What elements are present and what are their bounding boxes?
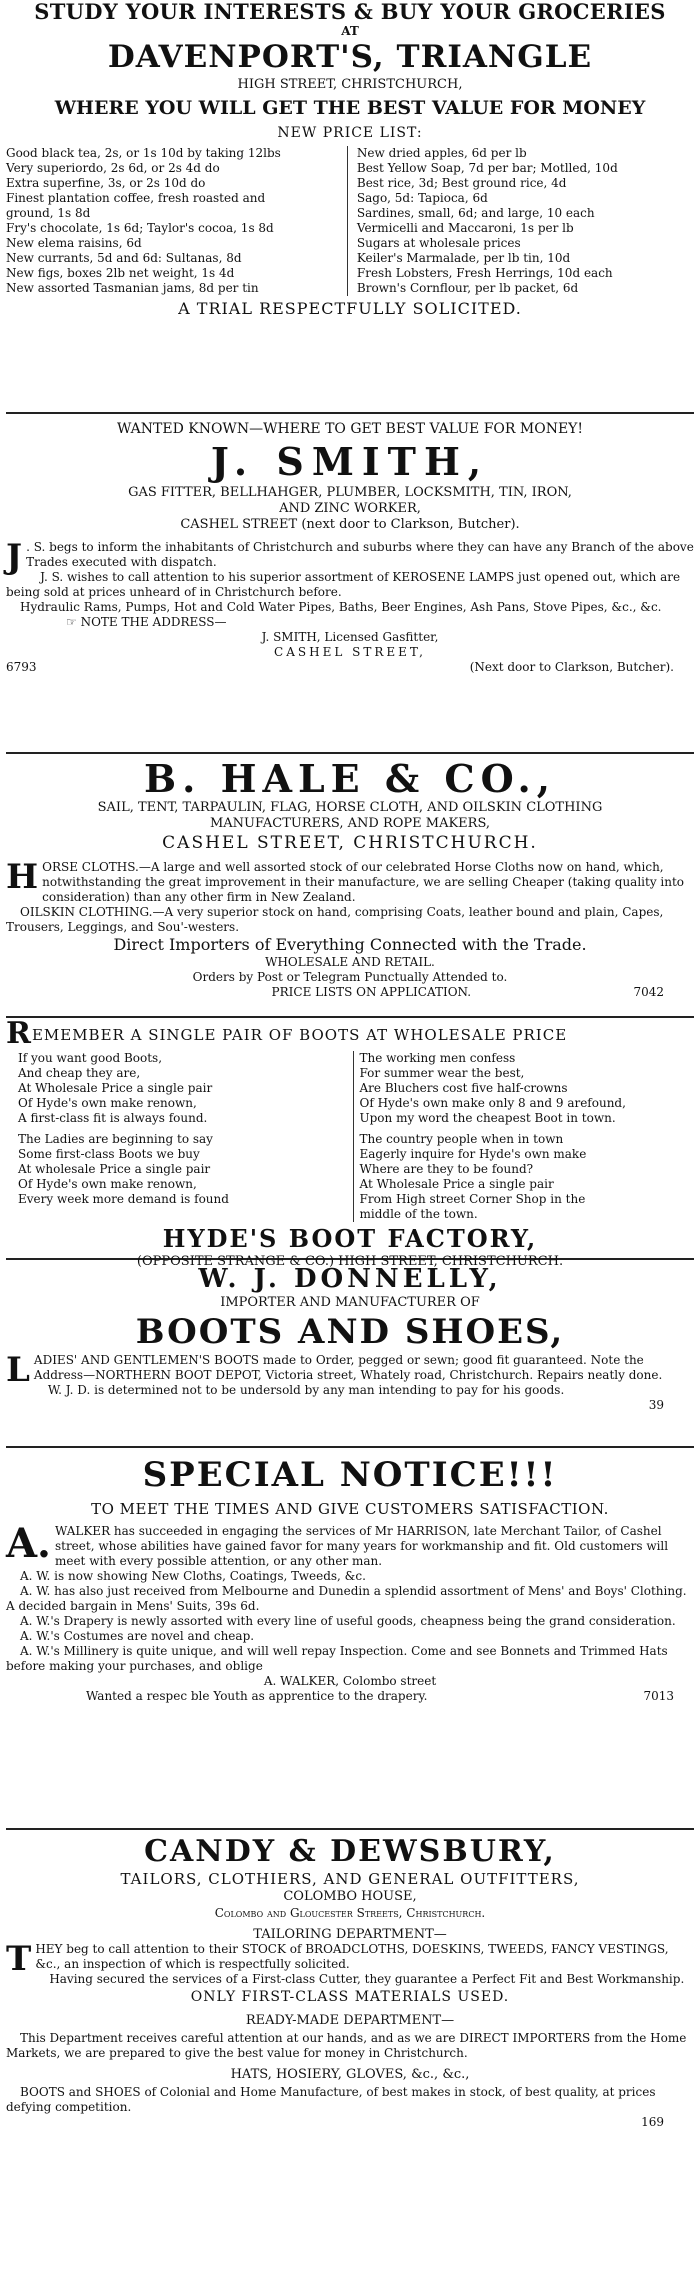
- price-item-line: Very superiordo, 2s 6d, or 2s 4d do: [6, 161, 220, 175]
- smith-body: [6, 537, 694, 675]
- price-item-line: ground, 1s 8d: [6, 206, 91, 220]
- davenport-name: DAVENPORT'S, TRIANGLE: [107, 39, 593, 75]
- walker-ref: 7013: [643, 1689, 674, 1703]
- donnelly-name: W. J. DONNELLY,: [198, 1264, 502, 1294]
- hyde-left-verse-1: [18, 1051, 353, 1126]
- price-list-left: [6, 146, 348, 296]
- divider: [6, 1016, 694, 1018]
- hale-price-lists: PRICE LISTS ON APPLICATION.: [271, 985, 472, 999]
- hale-body: [6, 857, 694, 1000]
- drop-cap-j: J: [6, 537, 23, 577]
- price-item-line: Sardines, small, 6d; and large, 10 each: [356, 206, 595, 220]
- price-item-line: Fry's chocolate, 1s 6d; Taylor's cocoa, 1s 8d: [6, 221, 274, 235]
- walker-p1: WALKER has succeeded in engaging the services of Mr HARRISON, late Merchant Tailor, of Cashel street, whose abilities have gained favor for many years for workmanship and fit. Old customers will meet with every possible attention, or any other man.: [54, 1524, 669, 1568]
- divider: [6, 1446, 694, 1448]
- verse-line: And cheap they are,: [18, 1066, 141, 1080]
- divider: [6, 412, 694, 414]
- davenport-footer: A TRIAL RESPECTFULLY SOLICITED.: [178, 299, 522, 318]
- walker-p5: A. W.'s Costumes are novel and cheap.: [20, 1629, 255, 1643]
- walker-meet: TO MEET THE TIMES AND GIVE CUSTOMERS SATISFACTION.: [91, 1500, 609, 1518]
- price-item-line: Fresh Lobsters, Fresh Herrings, 10d each: [356, 266, 613, 280]
- walker-p3: A. W. has also just received from Melbourne and Dunedin a splendid assortment of Mens' and Boys' Clothing. A decided bargain in Mens' Suits, 39s 6d.: [6, 1584, 687, 1613]
- donnelly-ref: 39: [648, 1398, 664, 1412]
- price-item-line: New elema raisins, 6d: [6, 236, 142, 250]
- hale-direct: Direct Importers of Everything Connected with the Trade.: [113, 935, 587, 954]
- verse-line: middle of the town.: [359, 1207, 478, 1221]
- price-item-line: Extra superfine, 3s, or 2s 10d do: [6, 176, 206, 190]
- walker-body: [6, 1520, 694, 1704]
- candy-ref: 169: [641, 2115, 664, 2129]
- verse-line: From High street Corner Shop in the: [359, 1192, 586, 1206]
- hale-pricelist-row: [6, 985, 694, 1000]
- drop-cap-h: H: [6, 857, 39, 897]
- smith-sig3: (Next door to Clarkson, Butcher).: [469, 660, 674, 674]
- hyde-left-column: [6, 1051, 354, 1222]
- donnelly-big: BOOTS AND SHOES,: [135, 1312, 565, 1352]
- candy-house: COLOMBO HOUSE,: [283, 1889, 417, 1904]
- candy-ready: READY-MADE DEPARTMENT—: [245, 2013, 455, 2028]
- candy-hats: HATS, HOSIERY, GLOVES, &c., &c.,: [230, 2067, 470, 2082]
- smith-p3: Hydraulic Rams, Pumps, Hot and Cold Water Pipes, Baths, Beer Engines, Ash Pans, Stove Pipes, &c., &c.: [20, 600, 662, 614]
- verse-line: If you want good Boots,: [18, 1051, 163, 1065]
- hale-ad: [6, 758, 694, 1012]
- verse-line: The country people when in town: [359, 1132, 564, 1146]
- hale-name: B. HALE & CO.,: [144, 756, 556, 801]
- hyde-factory: HYDE'S BOOT FACTORY,: [162, 1224, 538, 1253]
- divider: [6, 1828, 694, 1830]
- smith-ad: [6, 418, 694, 748]
- walker-p2: A. W. is now showing New Cloths, Coatings, Tweeds, &c.: [20, 1569, 366, 1583]
- verse-line: At Wholesale Price a single pair: [359, 1177, 554, 1191]
- price-item-line: New currants, 5d and 6d: Sultanas, 8d: [6, 251, 242, 265]
- walker-p4: A. W.'s Drapery is newly assorted with every line of useful goods, cheapness being the grand consideration.: [20, 1614, 676, 1628]
- davenport-at: AT: [341, 24, 359, 38]
- donnelly-line: IMPORTER AND MANUFACTURER OF: [220, 1295, 480, 1310]
- price-item-line: Best rice, 3d; Best ground rice, 4d: [356, 176, 567, 190]
- drop-cap-a: A.: [6, 1520, 51, 1567]
- davenport-address: HIGH STREET, CHRISTCHURCH,: [237, 77, 463, 92]
- verse-line: A first-class fit is always found.: [18, 1111, 208, 1125]
- candy-p3: This Department receives careful attention at our hands, and as we are DIRECT IMPORTERS from the Home Markets, we are prepared to give the best value for money in Christchurch.: [6, 2031, 687, 2060]
- smith-p1: . S. begs to inform the inhabitants of Christchurch and suburbs where they can have any Branch of the above Trades executed with dispatch.: [26, 540, 694, 569]
- price-item-line: Sugars at wholesale prices: [356, 236, 521, 250]
- donnelly-p2: W. J. D. is determined not to be undersold by any man intending to pay for his goods.: [47, 1383, 565, 1397]
- donnelly-body: [6, 1350, 694, 1413]
- drop-cap-t: T: [6, 1939, 32, 1979]
- price-list-title: NEW PRICE LIST:: [277, 125, 423, 141]
- candy-p2: Having secured the services of a First-class Cutter, they guarantee a Perfect Fit and Best Workmanship.: [49, 1972, 685, 1986]
- hale-line1: SAIL, TENT, TARPAULIN, FLAG, HORSE CLOTH, AND OILSKIN CLOTHING: [97, 800, 603, 815]
- candy-ad: [6, 1834, 694, 2274]
- hyde-headline: [6, 1016, 694, 1051]
- davenport-slogan: WHERE YOU WILL GET THE BEST VALUE FOR MONEY: [54, 97, 646, 119]
- smith-p2: J. S. wishes to call attention to his superior assortment of KEROSENE LAMPS just opened out, which are being sold at prices unheard of in Christchurch before.: [6, 570, 681, 599]
- verse-line: Where are they to be found?: [359, 1162, 534, 1176]
- davenport-headline: STUDY YOUR INTERESTS & BUY YOUR GROCERIES: [34, 0, 666, 24]
- price-item-line: Best Yellow Soap, 7d per bar; Motlled, 10d: [356, 161, 618, 175]
- donnelly-ad: [6, 1264, 694, 1442]
- smith-sig1: J. SMITH, Licensed Gasfitter,: [261, 630, 439, 644]
- verse-line: Every week more demand is found: [18, 1192, 229, 1206]
- candy-tailoring: TAILORING DEPARTMENT—: [253, 1927, 447, 1942]
- verse-line: Of Hyde's own make renown,: [18, 1177, 197, 1191]
- smith-trades: GAS FITTER, BELLHAHGER, PLUMBER, LOCKSMITH, TIN, IRON,: [128, 485, 572, 500]
- hyde-head-text: EMEMBER A SINGLE PAIR OF BOOTS AT WHOLESALE PRICE: [31, 1026, 568, 1044]
- verse-line: Some first-class Boots we buy: [18, 1147, 200, 1161]
- hyde-left-verse-2: [18, 1132, 353, 1207]
- hyde-right-verse-2: [360, 1132, 695, 1222]
- verse-line: For summer wear the best,: [359, 1066, 525, 1080]
- walker-sig: A. WALKER, Colombo street: [263, 1674, 437, 1688]
- price-item-line: Keiler's Marmalade, per lb tin, 10d: [356, 251, 571, 265]
- verse-line: The Ladies are beginning to say: [18, 1132, 213, 1146]
- verse-line: The working men confess: [359, 1051, 516, 1065]
- verse-line: At wholesale Price a single pair: [18, 1162, 211, 1176]
- smith-ref: 6793: [6, 660, 37, 674]
- hale-orders: Orders by Post or Telegram Punctually Attended to.: [192, 970, 508, 984]
- candy-line: TAILORS, CLOTHIERS, AND GENERAL OUTFITTERS,: [120, 1870, 580, 1888]
- price-item-line: Good black tea, 2s, or 1s 10d by taking 12lbs: [6, 146, 281, 160]
- hale-line2: MANUFACTURERS, AND ROPE MAKERS,: [209, 816, 491, 831]
- price-item-line: New dried apples, 6d per lb: [356, 146, 527, 160]
- hyde-right-verse-1: [360, 1051, 695, 1126]
- smith-trades-2: AND ZINC WORKER,: [279, 501, 421, 516]
- hyde-ad: [6, 1016, 694, 1269]
- smith-note: ☞ NOTE THE ADDRESS—: [66, 615, 227, 629]
- hale-street: CASHEL STREET, CHRISTCHURCH.: [162, 833, 538, 853]
- verse-line: Upon my word the cheapest Boot in town.: [359, 1111, 616, 1125]
- donnelly-p1: ADIES' AND GENTLEMEN'S BOOTS made to Order, pegged or sewn; good fit guaranteed. Note the Address—NORTHERN BOOT DEPOT, Victoria street, Whately road, Christchurch. Repairs neatly done.: [33, 1353, 663, 1382]
- hyde-verses: [6, 1051, 694, 1222]
- hale-ref: 7042: [633, 985, 664, 999]
- smith-sig-row: [6, 660, 694, 675]
- drop-cap-l: L: [6, 1350, 30, 1390]
- divider: [6, 752, 694, 754]
- smith-sig2: CASHEL STREET,: [274, 645, 426, 659]
- walker-special: SPECIAL NOTICE!!!: [142, 1455, 558, 1495]
- smith-street: CASHEL STREET (next door to Clarkson, Butcher).: [180, 517, 520, 532]
- hyde-right-column: [354, 1051, 695, 1222]
- hale-p2: OILSKIN CLOTHING.—A very superior stock on hand, comprising Coats, leather bound and plain, Capes, Trousers, Leggings, and Sou'-westers.: [6, 905, 664, 934]
- verse-line: At Wholesale Price a single pair: [18, 1081, 213, 1095]
- candy-name: CANDY & DEWSBURY,: [144, 1834, 556, 1869]
- verse-line: Of Hyde's own make only 8 and 9 arefound,: [359, 1096, 626, 1110]
- candy-p1: HEY beg to call attention to their STOCK of BROADCLOTHS, DOESKINS, TWEEDS, FANCY VESTINGS, &c., an inspection of which is respectfully solicited.: [35, 1942, 669, 1971]
- smith-name: J. SMITH,: [210, 439, 490, 484]
- candy-body: [6, 1927, 694, 2130]
- candy-p4: BOOTS and SHOES of Colonial and Home Manufacture, of best makes in stock, of best quality, at prices defying competition.: [6, 2085, 656, 2114]
- verse-line: Are Bluchers cost five half-crowns: [359, 1081, 568, 1095]
- price-item-line: Finest plantation coffee, fresh roasted and: [6, 191, 266, 205]
- price-item-line: New assorted Tasmanian jams, 8d per tin: [6, 281, 259, 295]
- walker-p6: A. W.'s Millinery is quite unique, and will well repay Inspection. Come and see Bonnets and Trimmed Hats before making your purchases, and oblige: [6, 1644, 668, 1673]
- walker-wanted-row: [6, 1689, 694, 1704]
- hale-wholesale: WHOLESALE AND RETAIL.: [265, 955, 435, 969]
- walker-wanted: Wanted a respec ble Youth as apprentice to the drapery.: [86, 1689, 428, 1703]
- smith-wanted: WANTED KNOWN—WHERE TO GET BEST VALUE FOR MONEY!: [116, 421, 584, 437]
- hyde-address: (OPPOSITE STRANGE & CO.) HIGH STREET, CHRISTCHURCH.: [136, 1254, 564, 1269]
- drop-cap-r: R: [6, 1016, 32, 1051]
- price-item-line: Brown's Cornflour, per lb packet, 6d: [356, 281, 579, 295]
- davenport-ad: [6, 0, 694, 408]
- price-item-line: Sago, 5d: Tapioca, 6d: [356, 191, 488, 205]
- candy-only: ONLY FIRST-CLASS MATERIALS USED.: [190, 1989, 510, 2005]
- price-list-right: [353, 146, 694, 296]
- verse-line: Of Hyde's own make renown,: [18, 1096, 197, 1110]
- verse-line: Eagerly inquire for Hyde's own make: [359, 1147, 587, 1161]
- price-item-line: New figs, boxes 2lb net weight, 1s 4d: [6, 266, 235, 280]
- price-list-columns: [6, 146, 694, 296]
- candy-streets: Colombo and Gloucester Streets, Christchurch.: [214, 1906, 486, 1920]
- price-item-line: Vermicelli and Maccaroni, 1s per lb: [356, 221, 574, 235]
- walker-ad: [6, 1452, 694, 1824]
- hale-p1: ORSE CLOTHS.—A large and well assorted stock of our celebrated Horse Cloths now on hand, which, notwithstanding the great improvement in their manufacture, we are selling Cheaper (taking quality into consideration) than any other firm in New Zealand.: [42, 860, 685, 904]
